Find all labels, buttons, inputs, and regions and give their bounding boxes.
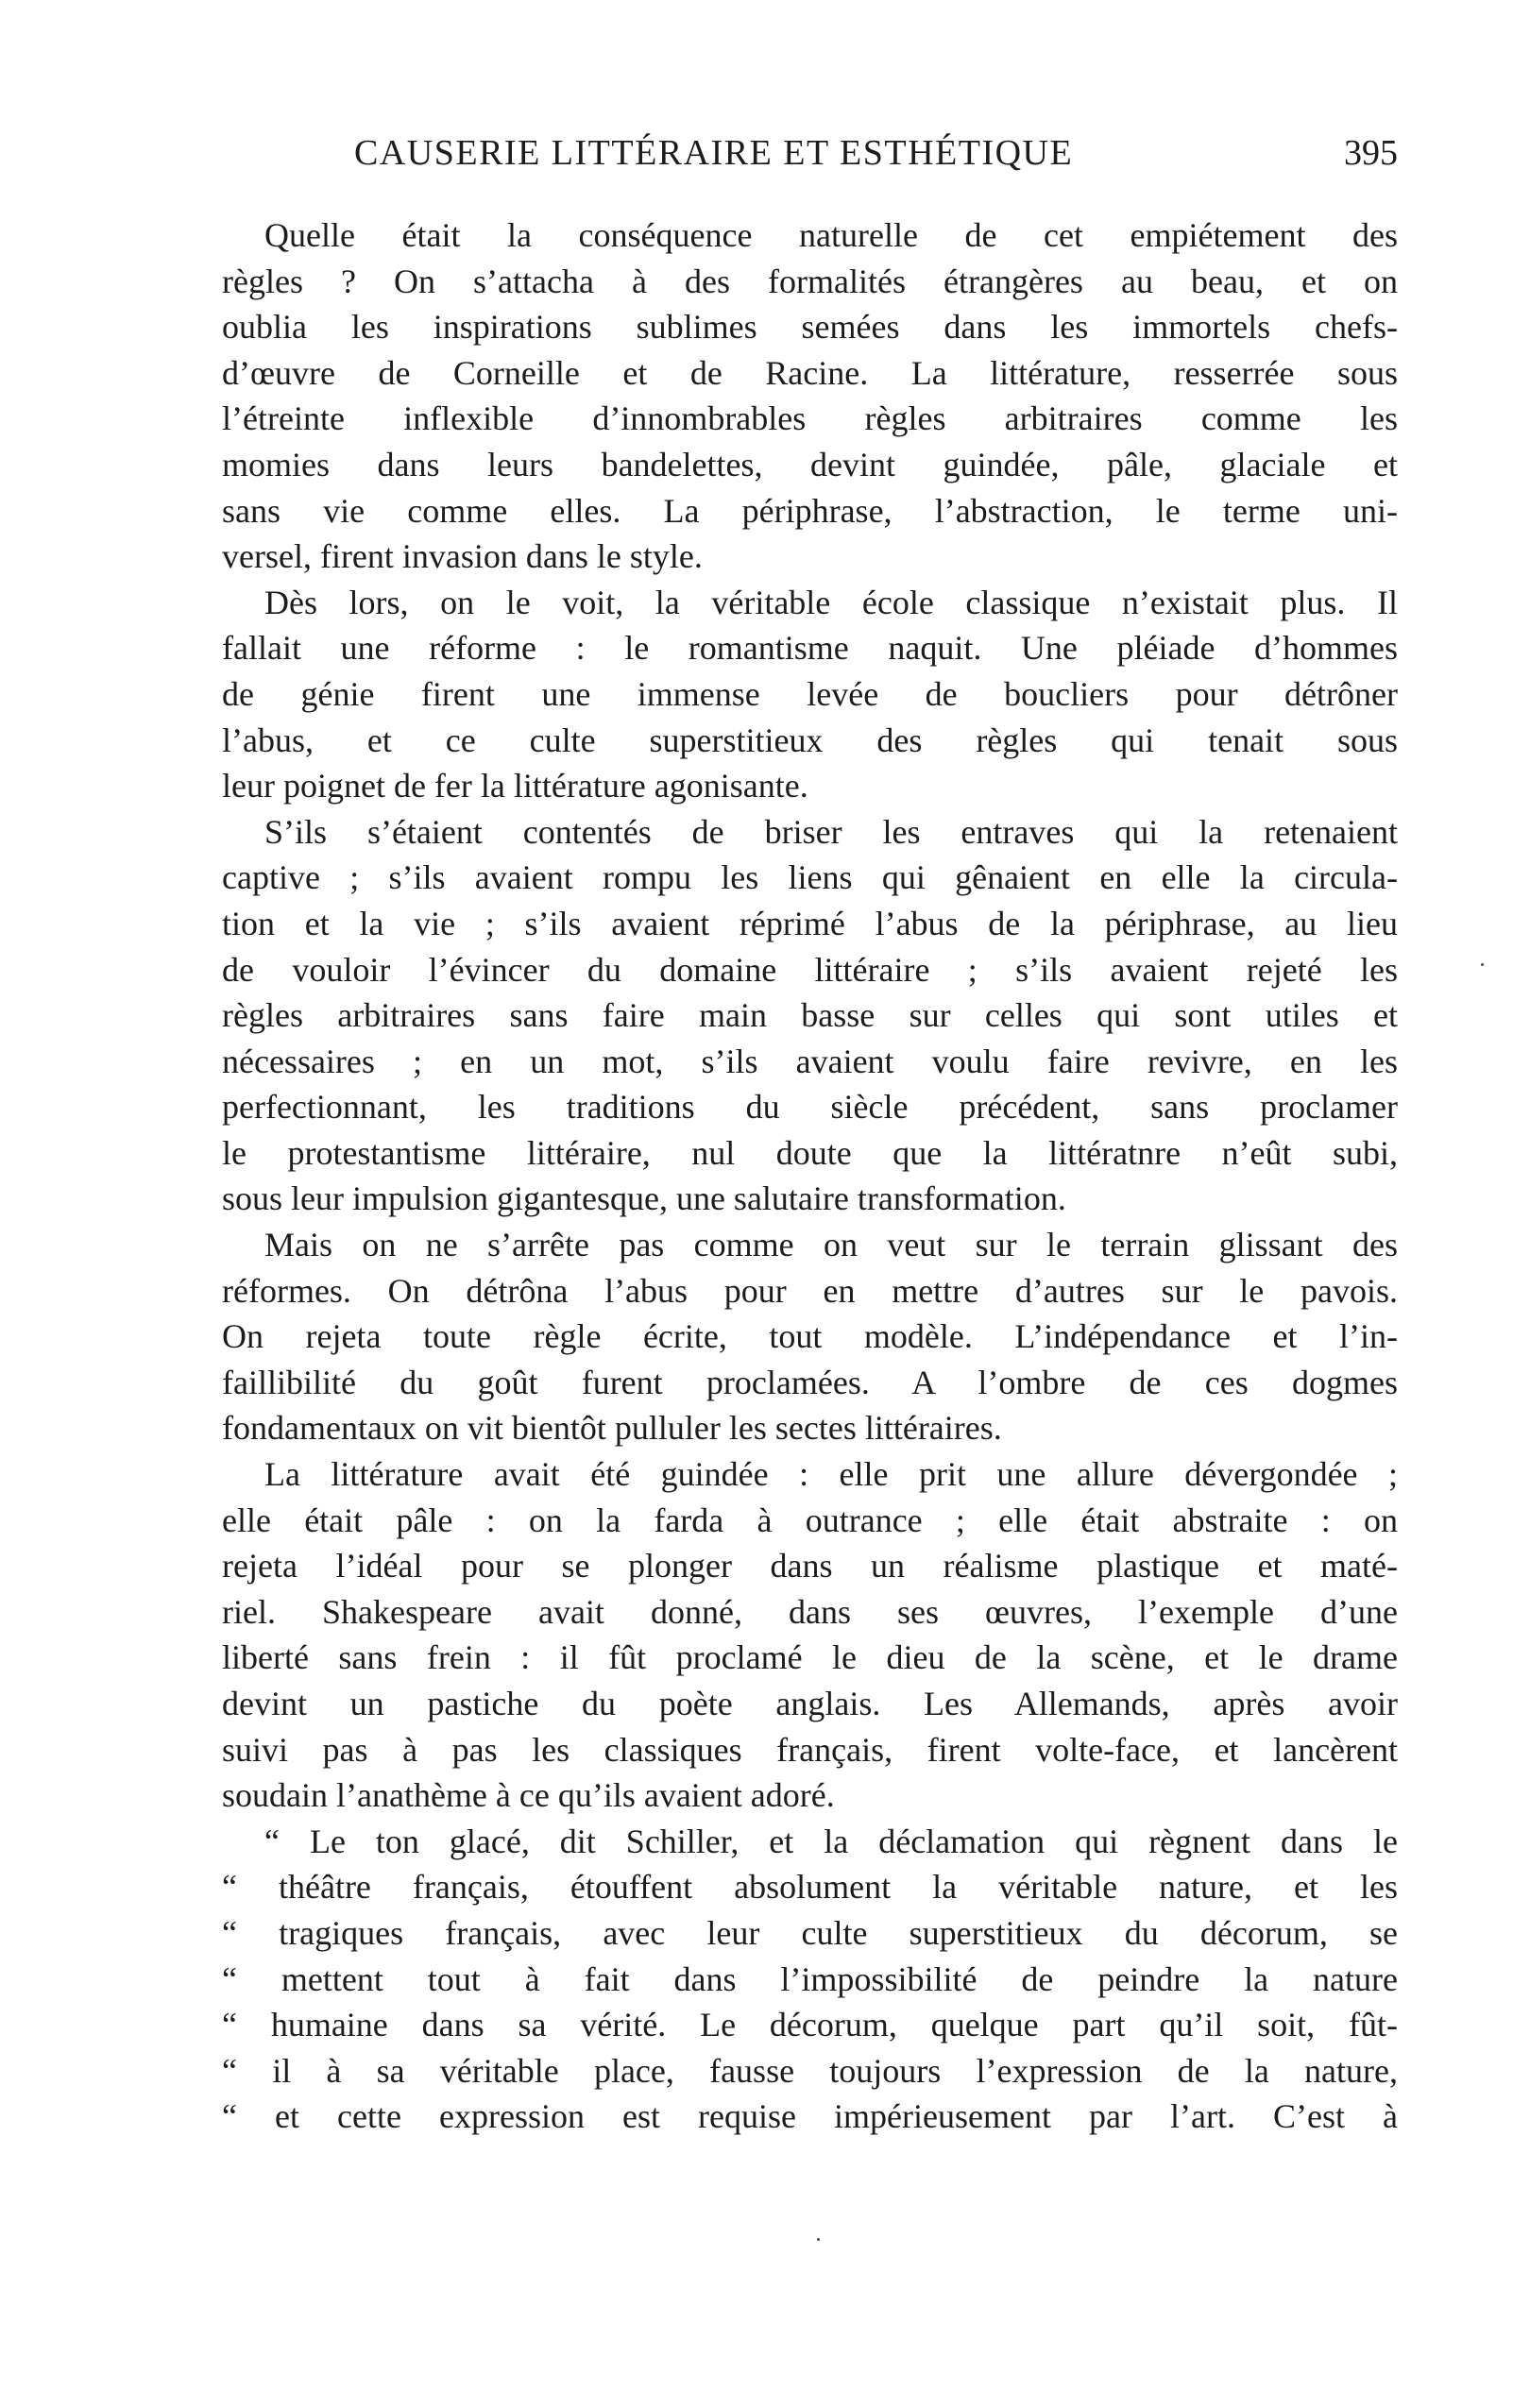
paragraph-4 [222, 1222, 1398, 1451]
text-line: fondamentaux on vit bientôt pulluler les sectes littéraires. [222, 1409, 1002, 1448]
text-line: oublia les inspirations sublimes semées dans les immortels chefs- [222, 308, 1398, 347]
text-line: S’ils s’étaient contentés de briser les entraves qui la retenaient [264, 812, 1398, 851]
text-line: On rejeta toute règle écrite, tout modèle. L’indépendance et l’in- [222, 1317, 1398, 1356]
running-header [222, 132, 1398, 189]
text-line: “ et cette expression est requise impérieusement par l’art. C’est à [222, 2097, 1398, 2136]
text-line: La littérature avait été guindée : elle prit une allure dévergondée ; [264, 1455, 1398, 1494]
text-line: nécessaires ; en un mot, s’ils avaient voulu faire revivre, en les [222, 1042, 1398, 1080]
text-line: fallait une réforme : le romantisme naquit. Une pléiade d’hommes [222, 629, 1398, 668]
text-line: le protestantisme littéraire, nul doute que la littératnre n’eût subi, [222, 1133, 1398, 1172]
text-line: de vouloir l’évincer du domaine littéraire ; s’ils avaient rejeté les [222, 950, 1398, 989]
text-line: faillibilité du goût furent proclamées. A l’ombre de ces dogmes [222, 1363, 1398, 1401]
paragraph-5 [222, 1451, 1398, 1819]
text-line: de génie firent une immense levée de boucliers pour détrôner [222, 674, 1398, 713]
text-line: “ tragiques français, avec leur culte superstitieux du décorum, se [222, 1913, 1398, 1952]
text-line: l’étreinte inflexible d’innombrables règles arbitraires comme les [222, 399, 1398, 438]
text-line: versel, firent invasion dans le style. [222, 537, 703, 576]
text-line: soudain l’anathème à ce qu’ils avaient adoré. [222, 1776, 835, 1815]
scan-speck [1481, 963, 1484, 966]
text-line: sans vie comme elles. La périphrase, l’abstraction, le terme uni- [222, 491, 1398, 530]
text-line: d’œuvre de Corneille et de Racine. La littérature, resserrée sous [222, 353, 1398, 392]
text-line: momies dans leurs bandelettes, devint guindée, pâle, glaciale et [222, 445, 1398, 483]
paragraph-3 [222, 809, 1398, 1222]
text-line: réformes. On détrôna l’abus pour en mettre d’autres sur le pavois. [222, 1271, 1398, 1310]
paragraph-2 [222, 580, 1398, 809]
text-line: perfectionnant, les traditions du siècle précédent, sans proclamer [222, 1088, 1398, 1127]
text-line: liberté sans frein : il fût proclamé le dieu de la scène, et le drame [222, 1638, 1398, 1677]
running-title: CAUSERIE LITTÉRAIRE ET ESTHÉTIQUE [354, 133, 1074, 173]
text-line: l’abus, et ce culte superstitieux des règles qui tenait sous [222, 721, 1398, 759]
text-line: sous leur impulsion gigantesque, une salutaire transformation. [222, 1179, 1066, 1218]
text-line: Mais on ne s’arrête pas comme on veut sur le terrain glissant des [264, 1226, 1398, 1264]
text-line: tion et la vie ; s’ils avaient réprimé l’abus de la périphrase, au lieu [222, 904, 1398, 942]
text-line: “ théâtre français, étouffent absolument la véritable nature, et les [222, 1868, 1398, 1907]
text-line: “ Le ton glacé, dit Schiller, et la déclamation qui règnent dans le [264, 1822, 1398, 1860]
text-line: Dès lors, on le voit, la véritable école classique n’existait plus. Il [264, 583, 1398, 621]
text-line: règles ? On s’attacha à des formalités étrangères au beau, et on [222, 262, 1398, 300]
text-line: riel. Shakespeare avait donné, dans ses œuvres, l’exemple d’une [222, 1592, 1398, 1631]
text-line: leur poignet de fer la littérature agonisante. [222, 767, 808, 805]
text-line: règles arbitraires sans faire main basse sur celles qui sont utiles et [222, 996, 1398, 1035]
text-line: elle était pâle : on la farda à outrance ; elle était abstraite : on [222, 1501, 1398, 1539]
page-number: 395 [1344, 133, 1398, 173]
scan-speck [817, 2238, 820, 2241]
paragraph-6-quotation [222, 1819, 1398, 2140]
text-line: Quelle était la conséquence naturelle de cet empiétement des [264, 216, 1398, 254]
paragraph-1 [222, 212, 1398, 580]
text-body [222, 212, 1398, 2140]
text-line: “ mettent tout à fait dans l’impossibilité de peindre la nature [222, 1959, 1398, 1998]
text-line: “ il à sa véritable place, fausse toujours l’expression de la nature, [222, 2051, 1398, 2090]
text-line: devint un pastiche du poète anglais. Les Allemands, après avoir [222, 1685, 1398, 1722]
text-line: captive ; s’ils avaient rompu les liens qui gênaient en elle la circula- [222, 858, 1398, 897]
text-line: “ humaine dans sa vérité. Le décorum, quelque part qu’il soit, fût- [222, 2006, 1398, 2044]
text-line: rejeta l’idéal pour se plonger dans un réalisme plastique et maté- [222, 1547, 1398, 1586]
text-line: suivi pas à pas les classiques français, firent volte-face, et lancèrent [222, 1730, 1398, 1769]
